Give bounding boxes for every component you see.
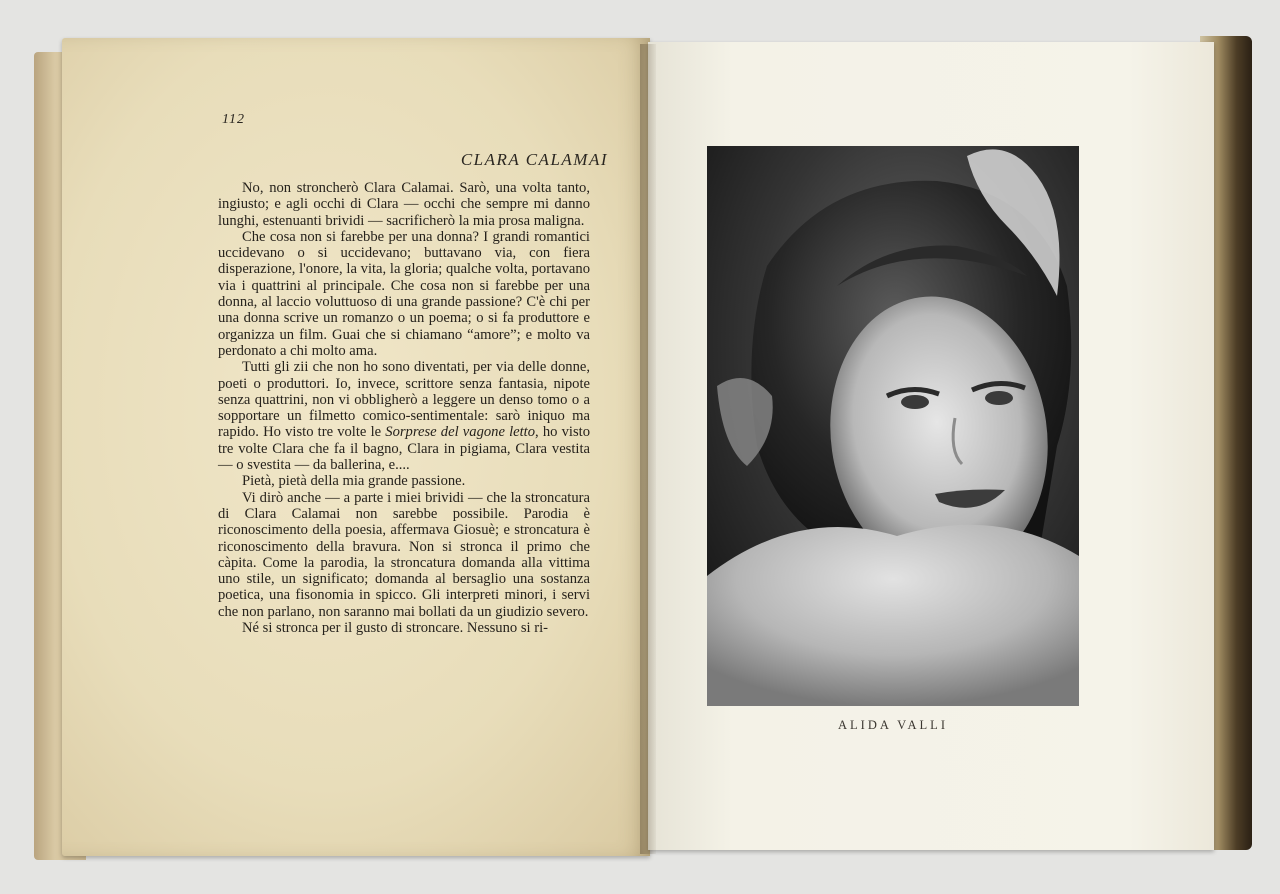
paragraph: Vi dirò anche — a parte i miei brividi — che la stroncatura di Clara Calamai non sarebbe possibile. Parodia è riconoscimento della poesia, affermava Giosuè; e stroncatura è riconoscimento della bravura. Non si stronca il primo che càpita. Come la parodia, la stroncatura domanda alla vittima uno stile, un significato; domanda al bersaglio una sostanza poetica, una fisonomia in spicco. Gli interpreti minori, i servi che non parlano, non saranno mai bollati da un giudizio severo. bbox=[218, 489, 590, 620]
paragraph bbox=[218, 359, 590, 473]
body-text bbox=[218, 180, 590, 636]
running-head: CLARA CALAMAI bbox=[460, 150, 608, 169]
paragraph: Né si stronca per il gusto di stroncare. Nessuno si ri- bbox=[242, 620, 548, 637]
portrait-illustration bbox=[707, 146, 1079, 706]
paragraph: No, non stroncherò Clara Calamai. Sarò, una volta tanto, ingiusto; e agli occhi di Clara — occhi che sempre mi danno lunghi, estenuanti brividi — sacrificherò la mia prosa maligna. bbox=[218, 180, 590, 229]
paragraph: Pietà, pietà della mia grande passione. bbox=[242, 473, 466, 490]
photo-caption: ALIDA VALLI bbox=[838, 718, 948, 732]
book-gutter bbox=[640, 44, 656, 854]
paragraph-text: , ho visto tre volte Clara che fa il bagno, Clara in pigiama, Clara vestita — o svestita — da ballerina, e.... bbox=[218, 424, 591, 474]
italic-film-title: Sorprese del vagone letto bbox=[385, 424, 536, 441]
paragraph: Che cosa non si farebbe per una donna? I grandi romantici uccidevano o si uccidevano; buttavano via, con fiera disperazione, l'onore, la vita, la gloria; qualche volta, portavano via i quattrini al principale. Che cosa non si farebbe per una donna, al laccio voluttuoso di una grande passione? C'è chi per una donna scrive un romanzo o un poema; o si fa produttore e organizza un film. Guai che si chiamano “amore”; e molto va perdonato a chi molto ama. bbox=[218, 228, 590, 359]
paragraph-text: Tutti gli zii che non ho sono diventati, per via delle donne, poeti o produttori. Io, invece, scrittore senza fantasia, nipote senza quattrini, non vi obbligherò a leggere un denso tomo o a sopportare un filmetto comico-sentimentale: sarò iniquo ma rapido. Ho visto tre volte le bbox=[218, 359, 590, 441]
page-number: 112 bbox=[222, 112, 245, 127]
portrait-photo bbox=[707, 146, 1079, 706]
